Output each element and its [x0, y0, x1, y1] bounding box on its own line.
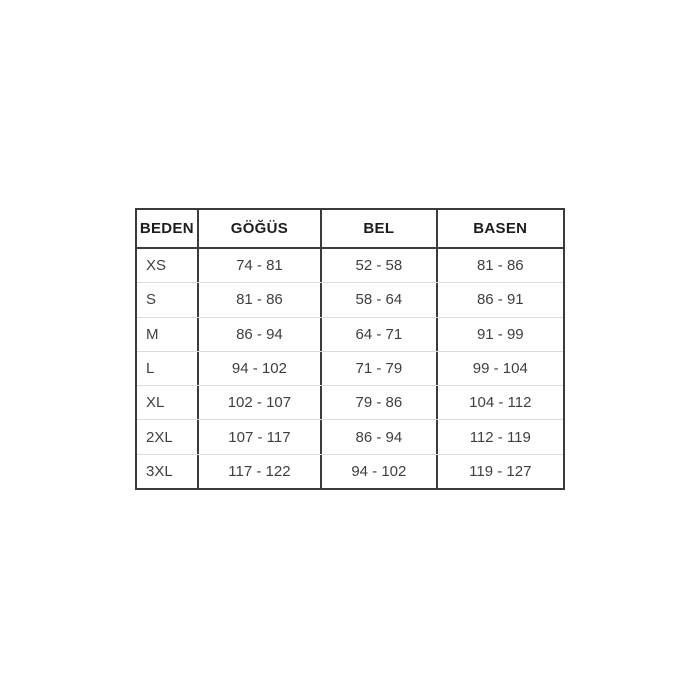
table-row-2xl	[137, 419, 563, 453]
hip-cell: 104 - 112	[436, 386, 563, 419]
size-cell: L	[146, 359, 155, 377]
chest-cell: 107 - 117	[197, 420, 320, 453]
table-row-3xl	[137, 454, 563, 488]
size-chart-table	[135, 208, 565, 490]
column-header-bel: BEL	[320, 210, 435, 247]
size-cell: M	[146, 325, 159, 343]
waist-cell: 79 - 86	[320, 386, 435, 419]
table-row-s	[137, 282, 563, 316]
chest-cell: 81 - 86	[197, 283, 320, 316]
waist-cell: 58 - 64	[320, 283, 435, 316]
waist-cell: 94 - 102	[320, 455, 435, 488]
chest-cell: 102 - 107	[197, 386, 320, 419]
hip-cell: 99 - 104	[436, 352, 563, 385]
table-row-xs	[137, 249, 563, 282]
column-header-gogus: GÖĞÜS	[197, 210, 320, 247]
waist-cell: 86 - 94	[320, 420, 435, 453]
chest-cell: 86 - 94	[197, 318, 320, 351]
waist-cell: 52 - 58	[320, 249, 435, 282]
chest-cell: 94 - 102	[197, 352, 320, 385]
table-row-l	[137, 351, 563, 385]
waist-cell: 64 - 71	[320, 318, 435, 351]
table-header-row	[137, 210, 563, 249]
size-cell: 3XL	[146, 462, 173, 480]
chest-cell: 74 - 81	[197, 249, 320, 282]
size-cell: XL	[146, 394, 165, 412]
hip-cell: 91 - 99	[436, 318, 563, 351]
size-cell: S	[146, 291, 157, 309]
table-row-xl	[137, 385, 563, 419]
hip-cell: 81 - 86	[436, 249, 563, 282]
table-row-m	[137, 317, 563, 351]
hip-cell: 86 - 91	[436, 283, 563, 316]
hip-cell: 119 - 127	[436, 455, 563, 488]
chest-cell: 117 - 122	[197, 455, 320, 488]
waist-cell: 71 - 79	[320, 352, 435, 385]
column-header-basen: BASEN	[436, 210, 563, 247]
size-cell: 2XL	[146, 428, 173, 446]
hip-cell: 112 - 119	[436, 420, 563, 453]
column-header-beden: BEDEN	[139, 220, 194, 237]
size-cell: XS	[146, 257, 167, 275]
